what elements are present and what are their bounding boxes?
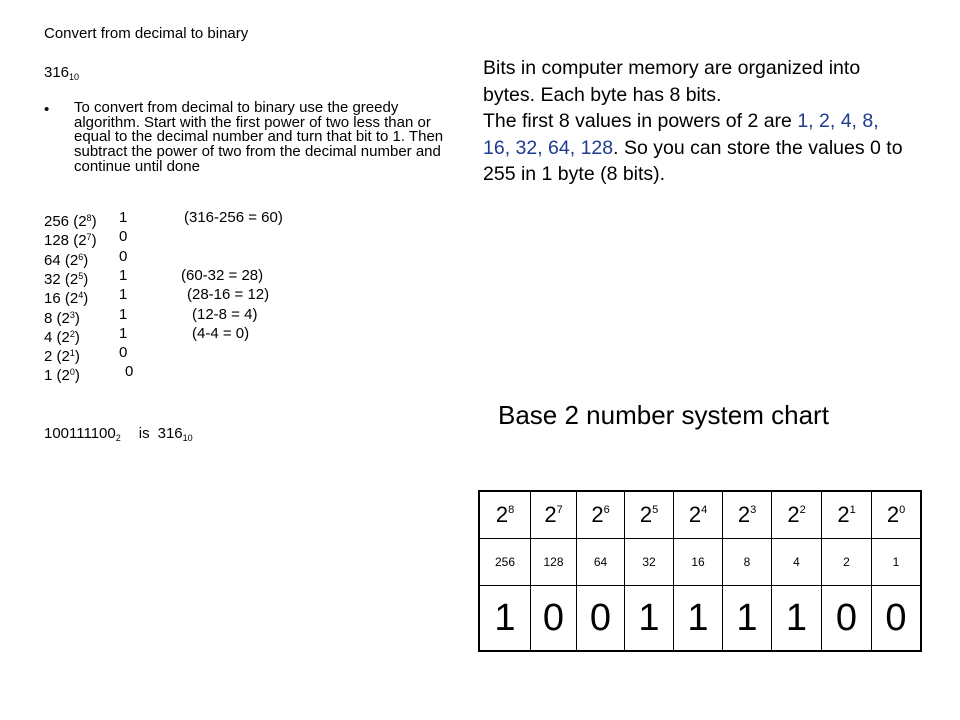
result-decimal-base: 10 (182, 433, 193, 443)
power-exponent: 2 (799, 504, 806, 516)
bit-cell: 0 (872, 586, 922, 652)
bit-cell: 1 (674, 586, 723, 652)
chart-title: Base 2 number system chart (498, 400, 829, 430)
place-value-cell: 4 (772, 539, 822, 586)
power-base: 2 (886, 502, 900, 527)
power-exponent: 8 (508, 504, 515, 516)
power-base: 2 (591, 502, 604, 527)
step-bit: 1 (119, 209, 128, 226)
place-value-cell: 128 (531, 539, 577, 586)
step-exponent: 0 (69, 367, 75, 378)
step-calculation: (28-16 = 12) (187, 286, 270, 304)
explanation-part2: The first 8 values in powers of 2 are (483, 110, 798, 132)
power-base: 2 (787, 502, 800, 527)
step-bit: 1 (119, 324, 128, 342)
power-cell (674, 491, 723, 539)
bullet-icon: • (44, 101, 50, 118)
step-power: 64 $(2^6)$ (44, 251, 89, 269)
power-cell (531, 491, 577, 539)
bit-cell: 1 (625, 586, 674, 652)
explanation-part1: Bits in computer memory are organized into bytes. Each byte has 8 bits. (483, 57, 861, 106)
step-exponent: 5 (78, 270, 84, 281)
place-value-cell: 1 (872, 539, 922, 586)
power-cell (625, 491, 674, 539)
power-base: 2 (495, 502, 509, 527)
step-bit: 0 (125, 363, 134, 381)
step-value: 1 (44, 367, 53, 385)
place-value-cell: 8 (723, 539, 772, 586)
step-bit: 0 (119, 228, 128, 246)
step-bit: 0 (119, 247, 128, 265)
place-value-cell: 256 (479, 539, 531, 586)
values-row (479, 539, 921, 586)
bit-cell: 0 (822, 586, 872, 652)
step-exponent: 6 (78, 251, 84, 262)
base2-chart-table (478, 490, 922, 652)
power-base: 2 (544, 502, 557, 527)
step-calculation: (12-8 = 4) (192, 305, 258, 323)
place-value-cell: 16 (674, 539, 723, 586)
step-exponent: 7 (86, 232, 92, 243)
result-line (44, 425, 193, 443)
bit-cell: 1 (772, 586, 822, 652)
power-base: 2 (837, 502, 850, 527)
step-value: 4 (44, 328, 53, 346)
step-value: 256 (44, 213, 70, 230)
step-exponent: 2 (69, 328, 75, 339)
power-cell (723, 491, 772, 539)
step-power: 2 $(2^1)$ (44, 348, 80, 366)
bit-cell: 1 (723, 586, 772, 652)
number-base: 10 (69, 72, 80, 82)
step-value: 64 (44, 251, 61, 269)
step-exponent: 3 (69, 309, 75, 320)
step-value: 16 (44, 290, 61, 308)
power-cell (772, 491, 822, 539)
bit-cell: 0 (577, 586, 625, 652)
decimal-number (44, 64, 79, 82)
step-power: 32 $(2^5)$ (44, 270, 89, 288)
bit-cell: 0 (531, 586, 577, 652)
step-power: 256 $(2^8)$ (44, 213, 97, 230)
power-exponent: 6 (603, 504, 610, 516)
power-exponent: 4 (701, 504, 708, 516)
step-calculation: (60-32 = 28) (181, 266, 264, 284)
power-exponent: 3 (750, 504, 757, 516)
step-bit: 0 (119, 344, 128, 362)
step-power: 128 $(2^7)$ (44, 232, 97, 250)
power-exponent: 5 (652, 504, 659, 516)
bit-cell: 1 (479, 586, 531, 652)
power-cell (822, 491, 872, 539)
step-bit: 1 (119, 266, 128, 284)
step-value: 128 (44, 232, 70, 250)
number-value: 316 (44, 64, 70, 81)
power-base: 2 (737, 502, 751, 527)
explanation-text (483, 55, 903, 188)
step-power: 16 $(2^4)$ (44, 290, 89, 308)
power-exponent: 7 (556, 504, 563, 516)
step-power: 8 $(2^3)$ (44, 309, 80, 327)
power-exponent: 0 (899, 504, 906, 516)
step-exponent: 1 (69, 348, 75, 359)
step-calculation: (4-4 = 0) (192, 324, 250, 342)
place-value-cell: 32 (625, 539, 674, 586)
step-value: 2 (44, 348, 53, 366)
place-value-cell: 2 (822, 539, 872, 586)
step-bit: 1 (119, 305, 128, 323)
result-binary-base: 2 (115, 433, 121, 443)
power-cell (577, 491, 625, 539)
step-value: 32 (44, 270, 61, 288)
power-base: 2 (639, 502, 653, 527)
power-cell (479, 491, 531, 539)
explanation-powers: 1, 2, 4, 8, 16, 32, 64, 128 (483, 110, 879, 159)
result-is: is (138, 425, 150, 442)
step-bit: 1 (119, 286, 128, 304)
power-exponent: 1 (849, 504, 856, 516)
slide-title: Convert from decimal to binary (44, 25, 249, 42)
bits-row (479, 586, 921, 652)
powers-row (479, 491, 921, 539)
power-cell (872, 491, 922, 539)
step-power: 4 $(2^2)$ (44, 328, 80, 346)
explanation-part3: . So you can store the values 0 to 255 in 1 byte (8 bits). (483, 136, 903, 185)
step-power: 1 $(2^0)$ (44, 367, 80, 385)
power-base: 2 (688, 502, 702, 527)
result-binary: 100111100 (44, 425, 116, 442)
place-value-cell: 64 (577, 539, 625, 586)
step-value: 8 (44, 309, 53, 327)
result-decimal: 316 (157, 425, 183, 442)
step-exponent: 4 (78, 290, 84, 301)
instruction-text: To convert from decimal to binary use the greedy algorithm. Start with the first power of two less than or equal to the decimal number and turn that bit to 1. Then subtract the power of two from the decimal number and continue until done (74, 99, 444, 175)
step-exponent: 8 (86, 213, 92, 223)
step-calculation: (316-256 = 60) (184, 209, 283, 226)
